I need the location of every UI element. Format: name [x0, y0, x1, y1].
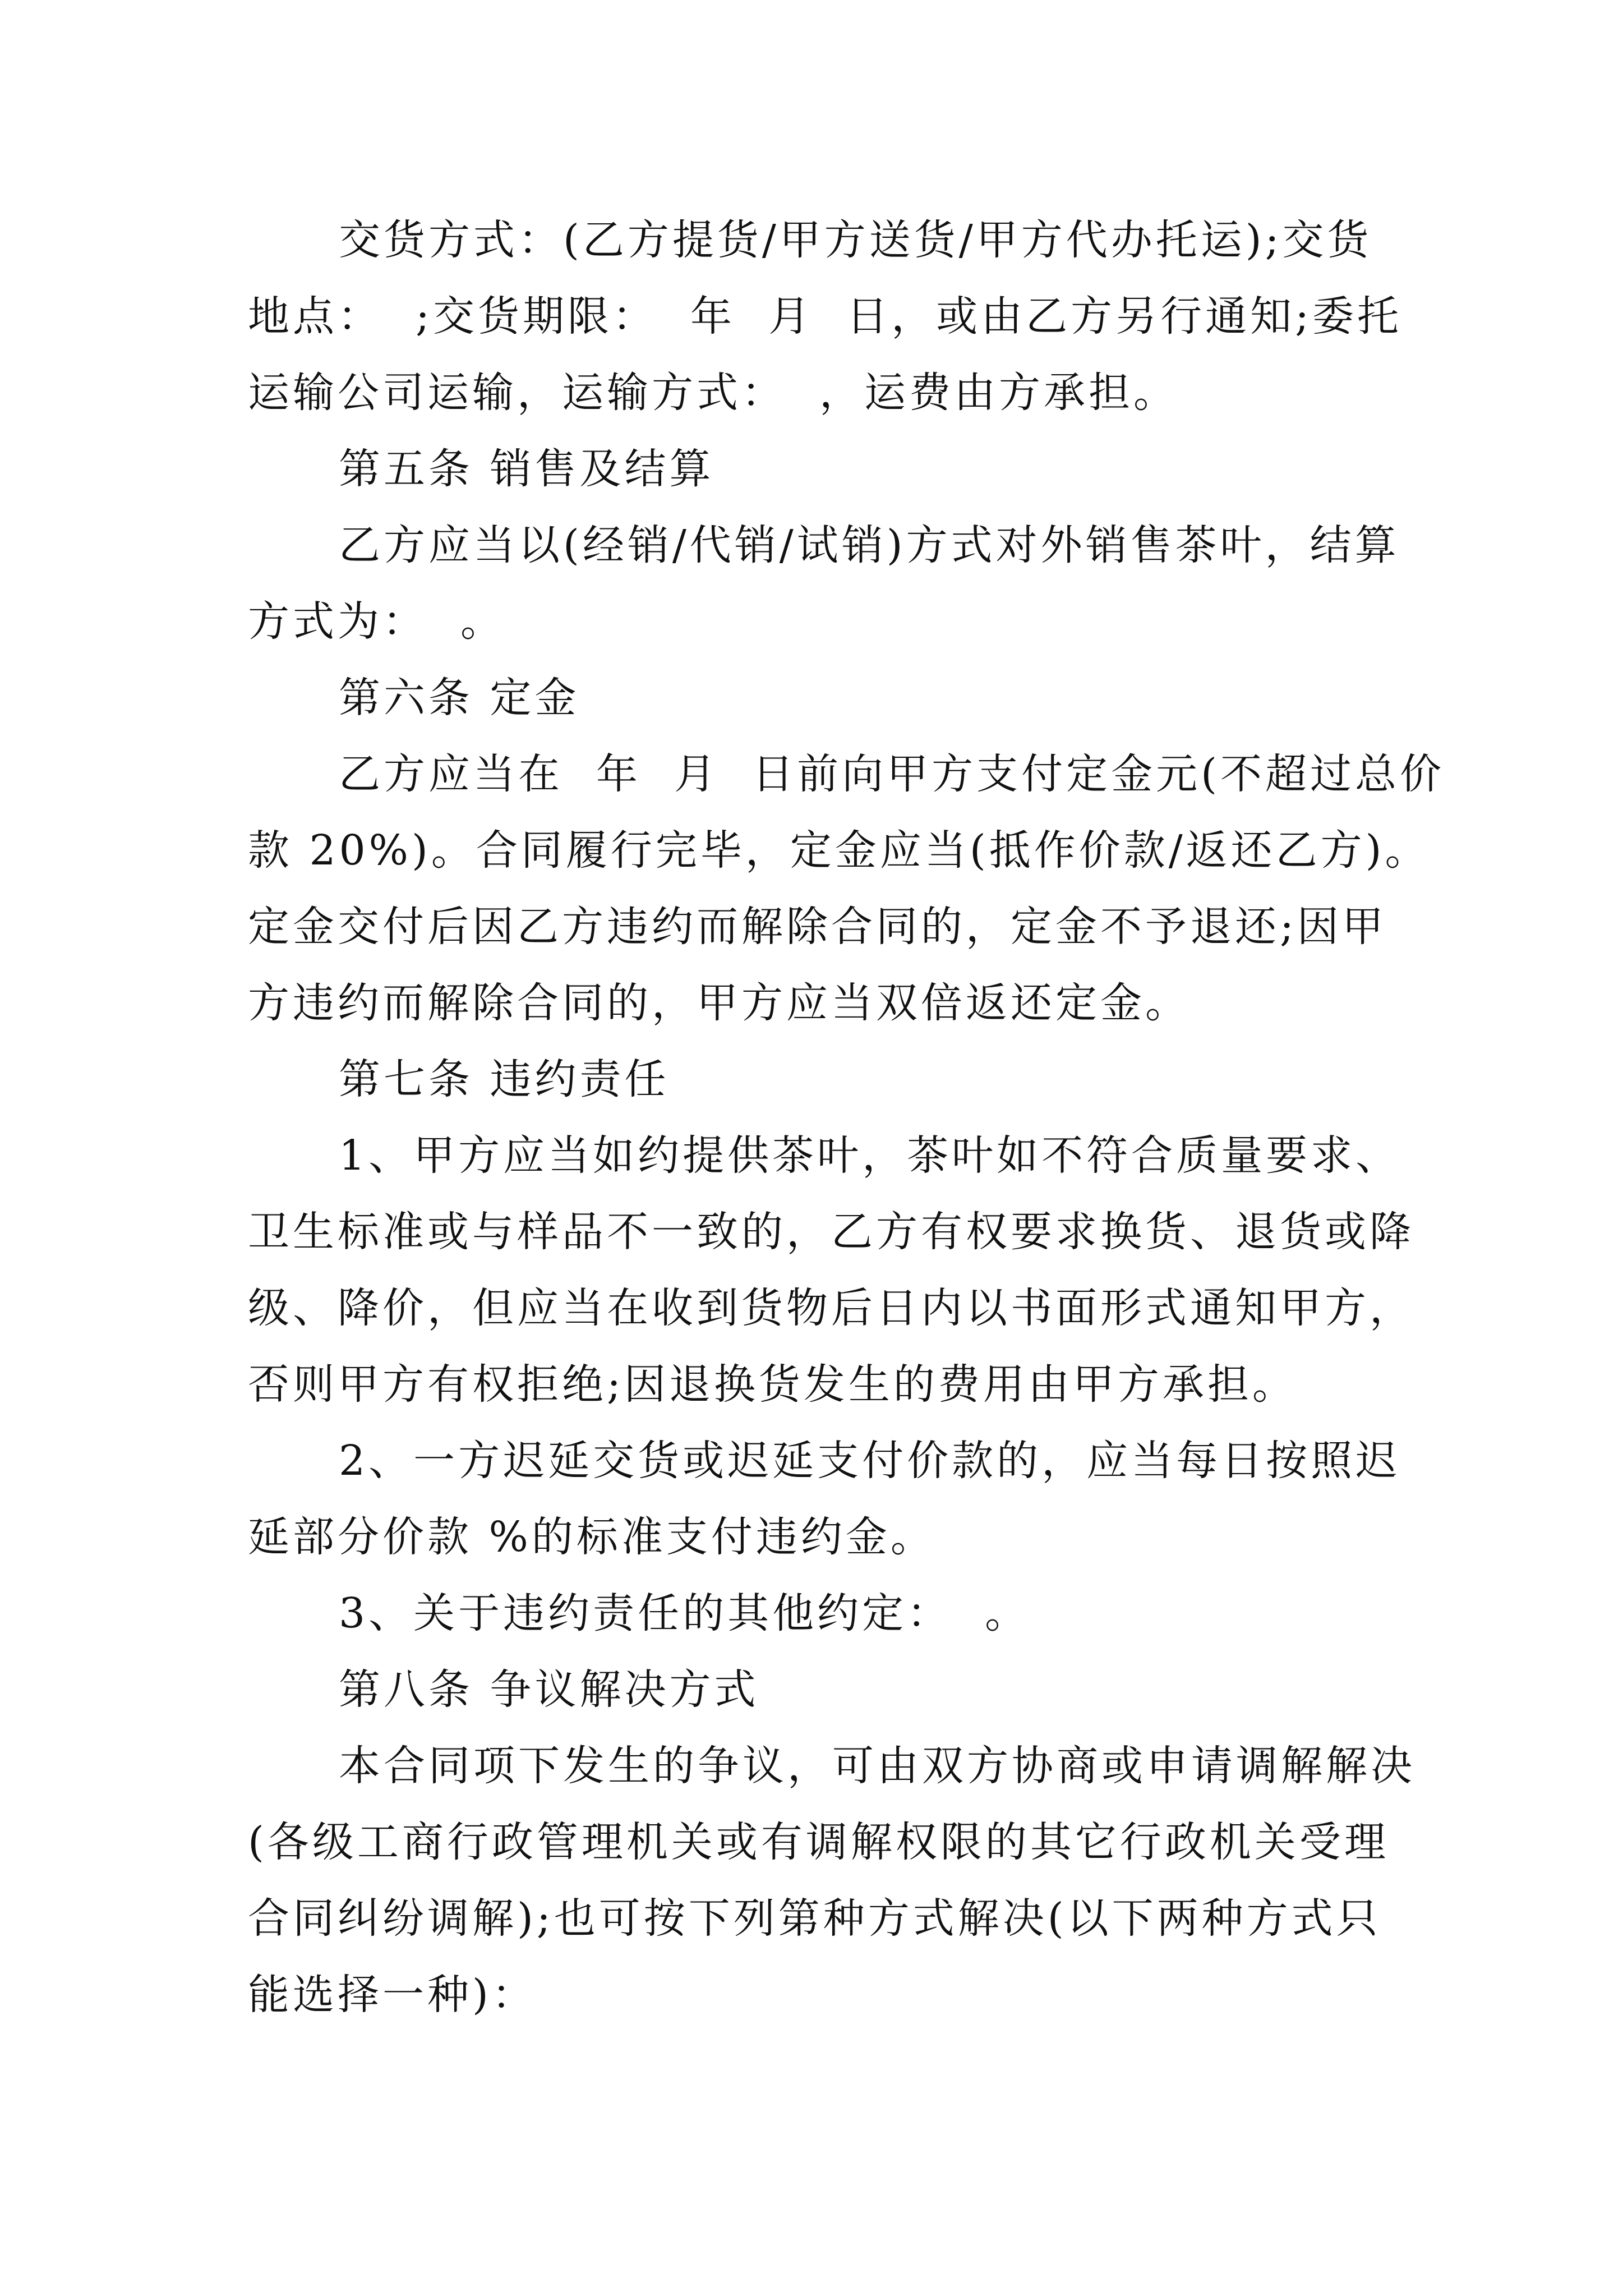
delivery-place-line: 地点： ;交货期限： 年 月 日，或由乙方另行通知;委托 [248, 292, 1403, 341]
delivery-method-line: 交货方式：(乙方提货/甲方送货/甲方代办托运);交货 [339, 216, 1372, 264]
liability-item-1-line-4: 否则甲方有权拒绝;因退换货发生的费用由甲方承担。 [248, 1360, 1297, 1409]
deposit-line-2: 款 20%)。合同履行完毕，定金应当(抵作价款/返还乙方)。 [248, 826, 1430, 875]
liability-item-1-line-1: 1、甲方应当如约提供茶叶，茶叶如不符合质量要求、 [339, 1131, 1401, 1180]
dispute-line-4: 能选择一种)： [248, 1971, 537, 2019]
deposit-line-1: 乙方应当在 年 月 日前向甲方支付定金元(不超过总价 [339, 750, 1445, 798]
sales-settlement-line-2: 方式为： 。 [248, 597, 506, 646]
deposit-line-4: 方违约而解除合同的，甲方应当双倍返还定金。 [248, 979, 1190, 1027]
liability-item-1-line-3: 级、降价，但应当在收到货物后日内以书面形式通知甲方， [248, 1284, 1414, 1332]
article-5-heading: 第五条 销售及结算 [339, 445, 714, 493]
deposit-line-3: 定金交付后因乙方违约而解除合同的，定金不予退还;因甲 [248, 903, 1387, 951]
liability-item-1-line-2: 卫生标准或与样品不一致的，乙方有权要求换货、退货或降 [248, 1208, 1414, 1256]
article-7-heading: 第七条 违约责任 [339, 1055, 670, 1103]
dispute-line-2: (各级工商行政管理机关或有调解权限的其它行政机关受理 [248, 1818, 1389, 1866]
sales-settlement-line-1: 乙方应当以(经销/代销/试销)方式对外销售茶叶，结算 [339, 521, 1400, 569]
liability-item-2-line-2: 延部分价款 %的标准支付违约金。 [248, 1513, 935, 1561]
liability-item-3: 3、关于违约责任的其他约定： 。 [339, 1589, 1030, 1637]
transport-line: 运输公司运输，运输方式： ，运费由方承担。 [248, 369, 1179, 417]
liability-item-2-line-1: 2、一方迟延交货或迟延支付价款的，应当每日按照迟 [339, 1437, 1401, 1485]
dispute-line-3: 合同纠纷调解);也可按下列第种方式解决(以下两种方式只 [248, 1894, 1381, 1943]
dispute-line-1: 本合同项下发生的争议，可由双方协商或申请调解解决 [339, 1742, 1415, 1790]
article-8-heading: 第八条 争议解决方式 [339, 1665, 759, 1714]
article-6-heading: 第六条 定金 [339, 674, 580, 722]
